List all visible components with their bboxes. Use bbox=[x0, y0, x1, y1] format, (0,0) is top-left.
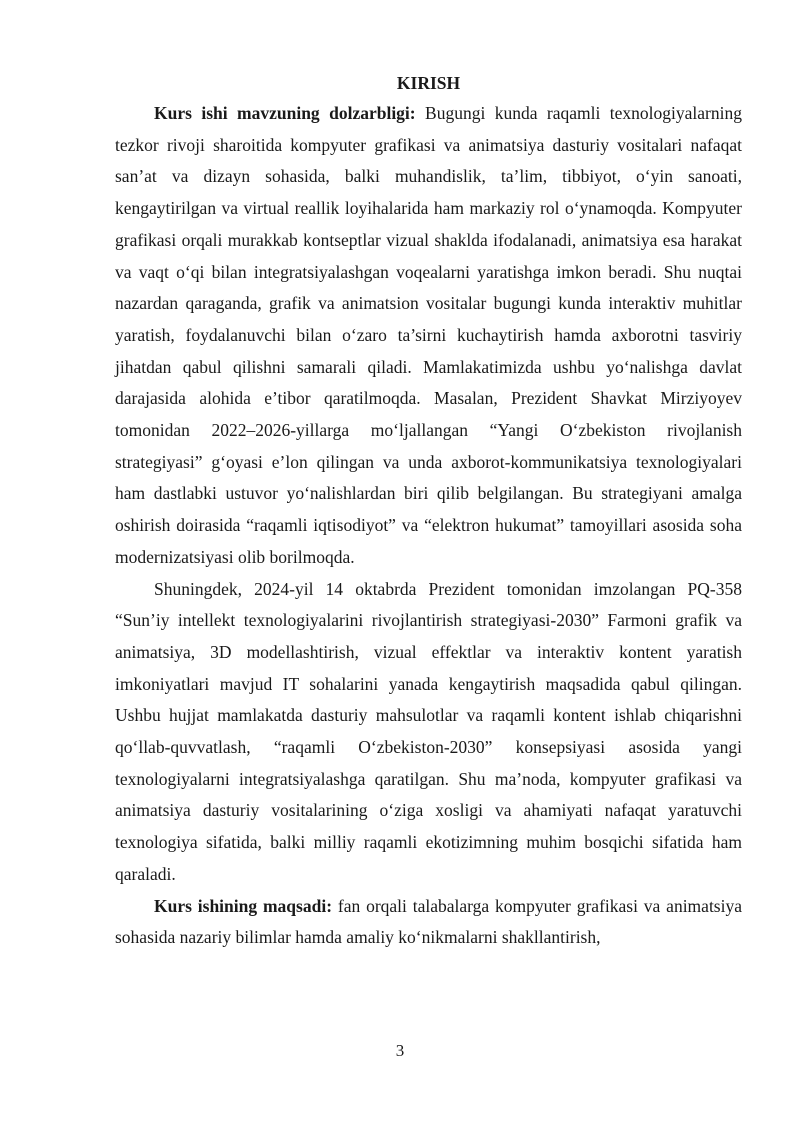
paragraph-body: fan orqali talabalarga kompyuter grafikasi va animatsiya sohasida nazariy bilimlar hamda amaliy ko‘nikmalarni shakllantirish, bbox=[115, 895, 742, 948]
paragraph-body: Shuningdek, 2024-yil 14 oktabrda Prezident tomonidan imzolangan PQ-358 “Sun’iy intellekt texnologiyalarini rivojlantirish strategiyasi-2030” Farmoni grafik va animatsiya, 3D modellashtirish, vizual effektlar va interaktiv kontent yaratish imkoniyatlari mavjud IT sohalarini yanada kengaytirish maqsadida qabul qilingan. Ushbu hujjat mamlakatda dasturiy mahsulotlar va raqamli kontent ishlab chiqarishni qo‘llab-quvvatlash, “raqamli O‘zbekiston-2030” konsepsiyasi asosida yangi texnologiyalarni integratsiyalashga qaratilgan. Shu ma’noda, kompyuter grafikasi va animatsiya dasturiy vositalarining o‘ziga xosligi va ahamiyati nafaqat yaratuvchi texnologiya sifatida, balki milliy raqamli ekotizimning muhim bosqichi sifatida ham qaraladi. bbox=[115, 578, 742, 884]
paragraph-relevance bbox=[115, 98, 742, 574]
paragraph-decree bbox=[115, 574, 742, 891]
paragraph-body: Bugungi kunda raqamli texnologiyalarning tezkor rivoji sharoitida kompyuter grafikasi va animatsiya dasturiy vositalari nafaqat san’at va dizayn sohasida, balki muhandislik, ta’lim, tibbiyot, o‘yin sanoati, kengaytirilgan va virtual reallik loyihalarida ham markaziy rol o‘ynamoqda. Kompyuter grafikasi orqali murakkab kontseptlar vizual shaklda ifodalanadi, animatsiya esa harakat va vaqt o‘qi bilan integratsiyalashgan voqealarni yaratishga imkon beradi. Shu nuqtai nazardan qaraganda, grafik va animatsion vositalar bugungi kunda interaktiv muhitlar yaratish, foydalanuvchi bilan o‘zaro ta’sirni kuchaytirish hamda axborotni tasviriy jihatdan qabul qilishni samarali qiladi. Mamlakatimizda ushbu yo‘nalishga davlat darajasida alohida e’tibor qaratilmoqda. Masalan, Prezident Shavkat Mirziyoyev tomonidan 2022–2026-yillarga mo‘ljallangan “Yangi O‘zbekiston rivojlanish strategiyasi” g‘oyasi e’lon qilingan va unda axborot-kommunikatsiya texnologiyalari ham dastlabki ustuvor yo‘nalishlardan biri qilib belgilangan. Bu strategiyani amalga oshirish doirasida “raqamli iqtisodiyot” va “elektron hukumat” tamoyillari asosida soha modernizatsiyasi olib borilmoqda. bbox=[115, 103, 742, 567]
document-page bbox=[115, 70, 742, 954]
paragraph-lead: Kurs ishi mavzuning dolzarbligi: bbox=[154, 103, 416, 123]
paragraph-goal bbox=[115, 891, 742, 954]
section-heading: KIRISH bbox=[396, 73, 461, 93]
page-number: 3 bbox=[395, 1041, 405, 1060]
paragraph-lead: Kurs ishining maqsadi: bbox=[154, 895, 333, 916]
